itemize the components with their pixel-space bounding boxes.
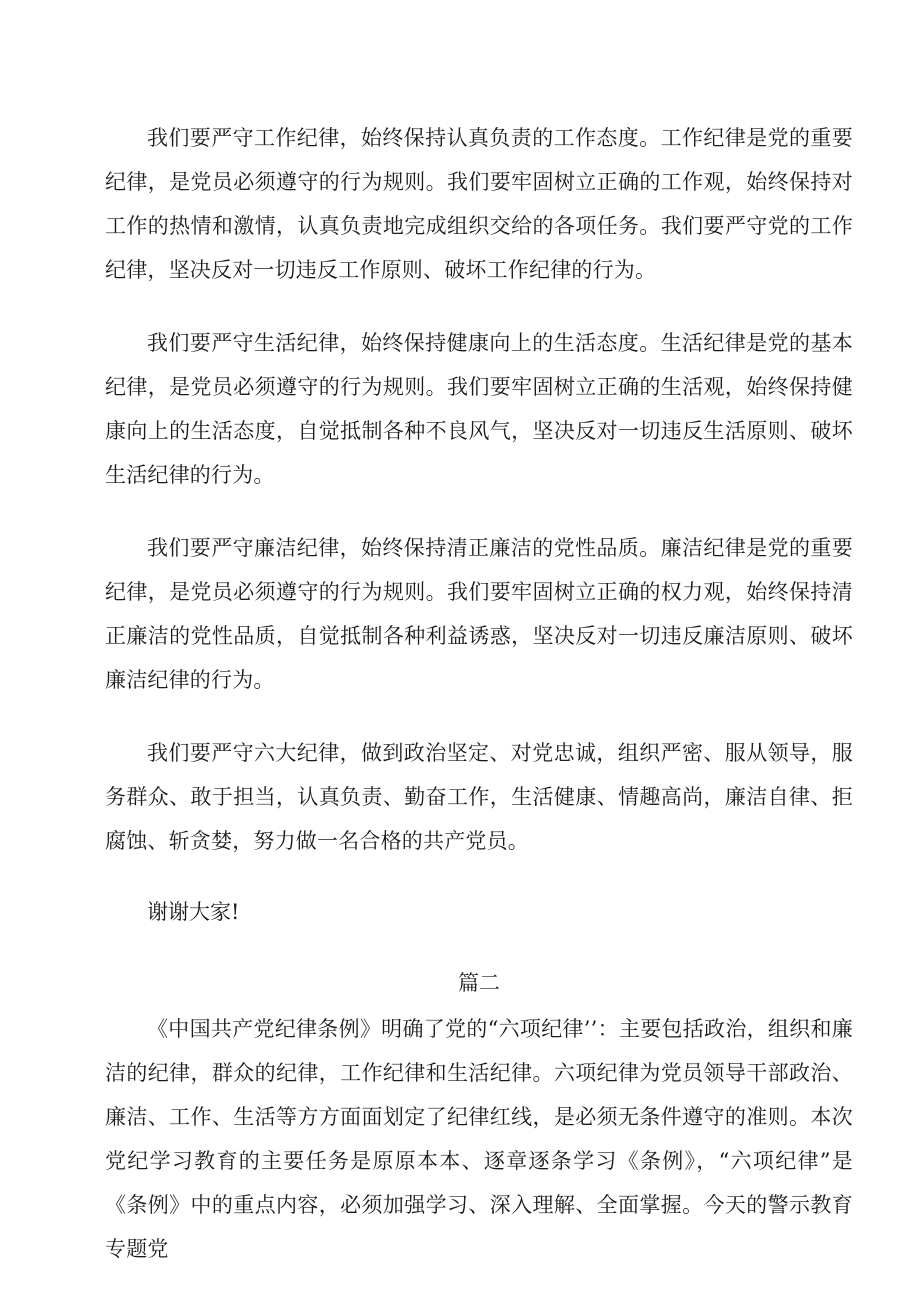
paragraph-spacer	[105, 702, 853, 731]
paragraph-integrity-discipline: 我们要严守廉洁纪律，始终保持清正廉洁的党性品质。廉洁纪律是党的重要纪律，是党员必须遵守的行为规则。我们要牢固树立正确的权力观，始终保持清正廉洁的党性品质，自觉抵制各种利益诱惑，坚决反对一切违反廉洁原则、破坏廉洁纪律的行为。	[105, 536, 853, 692]
paragraph-life-discipline: 我们要严守生活纪律，始终保持健康向上的生活态度。生活纪律是党的基本纪律，是党员必须遵守的行为规则。我们要牢固树立正确的生活观，始终保持健康向上的生活态度，自觉抵制各种不良风气，坚决反对一切违反生活原则、破坏生活纪律的行为。	[105, 331, 853, 487]
paragraph-spacer	[105, 497, 853, 526]
paragraph-six-disciplines: 我们要严守六大纪律，做到政治坚定、对党忠诚，组织严密、服从领导，服务群众、敢于担当，认真负责、勤奋工作，生活健康、情趣高尚，廉洁自律、拒腐蚀、斩贪婪，努力做一名合格的共产党员。	[105, 741, 853, 853]
paragraph-spacer	[105, 863, 853, 890]
section-title: 篇二	[458, 971, 500, 995]
closing-thanks: 谢谢大家!	[147, 900, 240, 924]
paragraph-work-discipline: 我们要严守工作纪律，始终保持认真负责的工作态度。工作纪律是党的重要纪律，是党员必须遵守的行为规则。我们要牢固树立正确的工作观，始终保持对工作的热情和激情，认真负责地完成组织交给的各项任务。我们要严守党的工作纪律，坚决反对一切违反工作原则、破坏工作纪律的行为。	[105, 126, 853, 282]
paragraph-spacer	[105, 934, 853, 961]
document-page	[105, 116, 853, 1271]
paragraph-regulations-intro: 《中国共产党纪律条例》明确了党的“六项纪律’’：主要包括政治，组织和廉洁的纪律，群众的纪律，工作纪律和生活纪律。六项纪律为党员领导干部政治、廉洁、工作、生活等方方面面划定了纪律红线，是必须无条件遵守的准则。本次党纪学习教育的主要任务是原原本本、逐章逐条学习《条例》，“六项纪律”是《条例》中的重点内容，必须加强学习、深入理解、全面掌握。今天的警示教育专题党	[105, 1017, 853, 1261]
paragraph-spacer	[105, 292, 853, 321]
